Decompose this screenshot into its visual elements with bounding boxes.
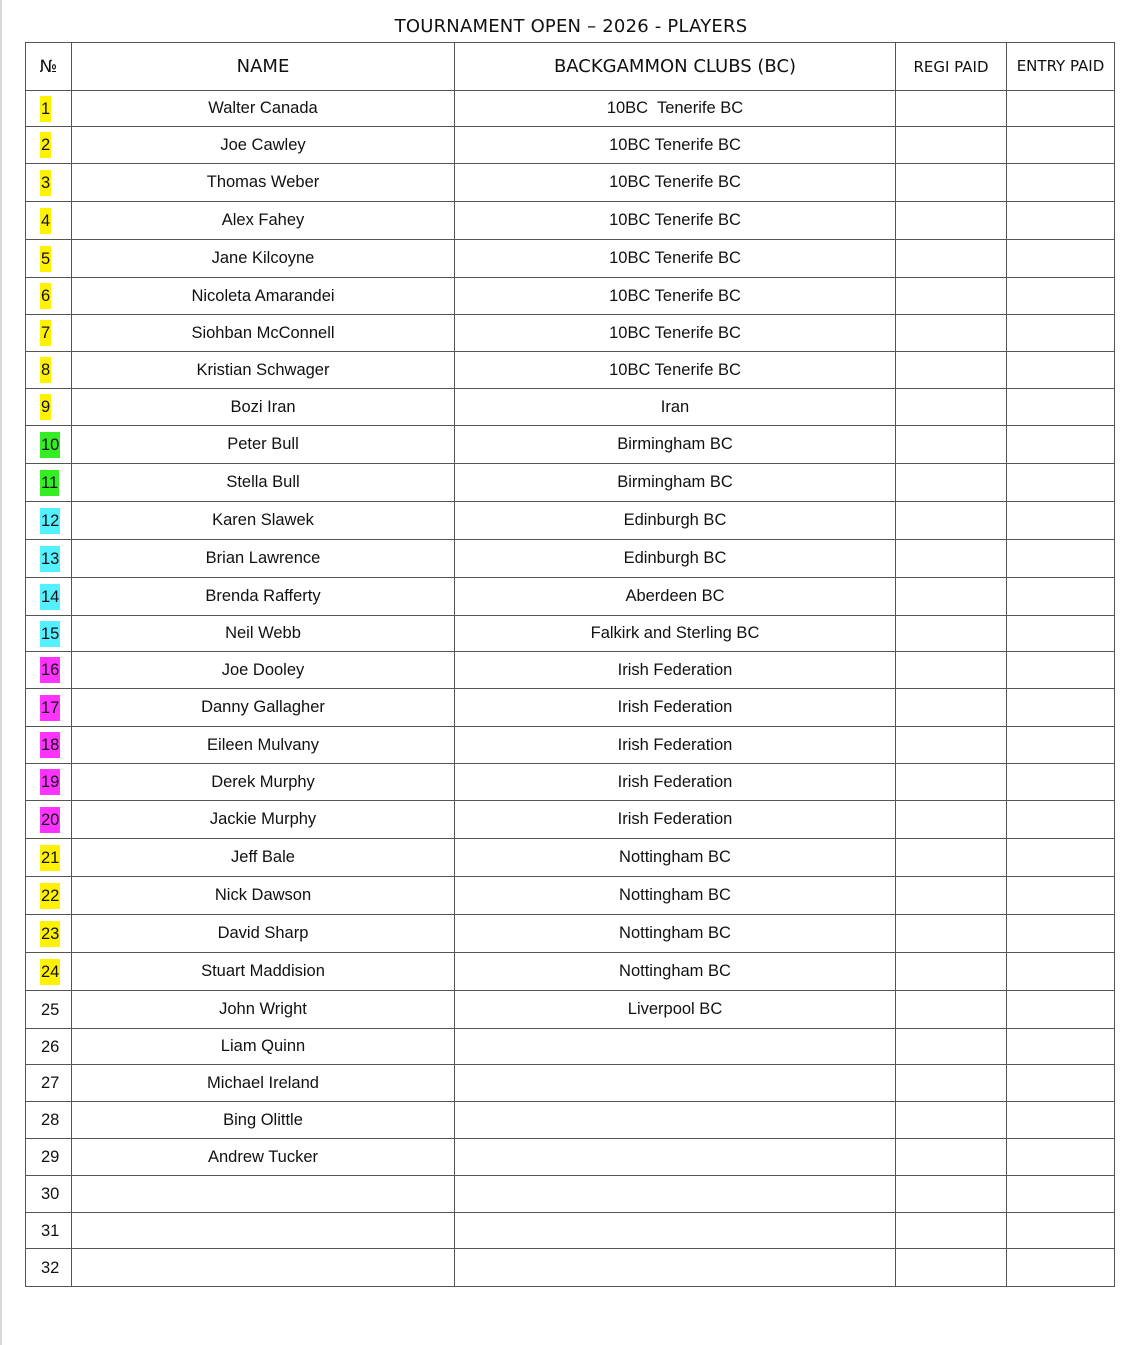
regi-paid-cell[interactable] [896, 877, 1007, 915]
table-row [26, 1249, 1115, 1287]
entry-paid-cell[interactable] [1007, 1029, 1115, 1065]
player-name: Thomas Weber [72, 164, 455, 202]
entry-paid-cell[interactable] [1007, 127, 1115, 164]
table-row [26, 540, 1115, 578]
player-name: Siohban McConnell [72, 315, 455, 352]
entry-paid-cell[interactable] [1007, 164, 1115, 202]
row-number: 3 [40, 170, 51, 196]
player-club: Irish Federation [455, 727, 896, 764]
player-name: Michael Ireland [72, 1065, 455, 1102]
regi-paid-cell[interactable] [896, 991, 1007, 1029]
player-name: Kristian Schwager [72, 352, 455, 389]
entry-paid-cell[interactable] [1007, 240, 1115, 278]
player-name: Alex Fahey [72, 202, 455, 240]
row-number-cell [26, 1176, 72, 1213]
row-number: 4 [40, 208, 51, 234]
row-number-cell [26, 315, 72, 352]
entry-paid-cell[interactable] [1007, 764, 1115, 801]
player-club: 10BC Tenerife BC [455, 352, 896, 389]
table-row [26, 801, 1115, 839]
table-row [26, 1213, 1115, 1249]
row-number-cell [26, 352, 72, 389]
row-number: 23 [40, 921, 60, 947]
player-club: Nottingham BC [455, 953, 896, 991]
row-number-cell [26, 801, 72, 839]
row-number: 17 [40, 695, 60, 721]
player-name: Karen Slawek [72, 502, 455, 540]
player-name: Neil Webb [72, 616, 455, 652]
row-number-cell [26, 502, 72, 540]
player-club: 10BC Tenerife BC [455, 91, 896, 127]
player-club: Iran [455, 389, 896, 426]
regi-paid-cell[interactable] [896, 202, 1007, 240]
table-row [26, 91, 1115, 127]
player-name: Brenda Rafferty [72, 578, 455, 616]
regi-paid-cell[interactable] [896, 616, 1007, 652]
entry-paid-cell[interactable] [1007, 1139, 1115, 1176]
regi-paid-cell[interactable] [896, 389, 1007, 426]
player-name [72, 1213, 455, 1249]
row-number: 24 [40, 959, 60, 985]
player-name: Eileen Mulvany [72, 727, 455, 764]
row-number-cell [26, 278, 72, 315]
row-number: 28 [41, 1111, 60, 1129]
entry-paid-cell[interactable] [1007, 502, 1115, 540]
row-number: 14 [40, 584, 60, 610]
player-club: 10BC Tenerife BC [455, 202, 896, 240]
row-number-cell [26, 240, 72, 278]
entry-paid-cell[interactable] [1007, 1176, 1115, 1213]
player-club [455, 1102, 896, 1139]
entry-paid-cell[interactable] [1007, 616, 1115, 652]
regi-paid-cell[interactable] [896, 1139, 1007, 1176]
player-club: 10BC Tenerife BC [455, 240, 896, 278]
page-edge [0, 0, 2, 1345]
entry-paid-cell[interactable] [1007, 315, 1115, 352]
regi-paid-cell[interactable] [896, 540, 1007, 578]
row-number-cell [26, 389, 72, 426]
regi-paid-cell[interactable] [896, 953, 1007, 991]
entry-paid-cell[interactable] [1007, 91, 1115, 127]
player-club [455, 1249, 896, 1287]
row-number-cell [26, 426, 72, 464]
regi-paid-cell[interactable] [896, 652, 1007, 689]
regi-paid-cell[interactable] [896, 91, 1007, 127]
player-club: Nottingham BC [455, 915, 896, 953]
regi-paid-cell[interactable] [896, 801, 1007, 839]
row-number: 18 [40, 732, 60, 758]
regi-paid-cell[interactable] [896, 1065, 1007, 1102]
table-row [26, 502, 1115, 540]
table-row [26, 202, 1115, 240]
player-club: 10BC Tenerife BC [455, 127, 896, 164]
row-number-cell [26, 727, 72, 764]
player-club [455, 1213, 896, 1249]
row-number-cell [26, 164, 72, 202]
player-name: Bozi Iran [72, 389, 455, 426]
table-row [26, 764, 1115, 801]
table-row [26, 164, 1115, 202]
row-number-cell [26, 839, 72, 877]
row-number-cell [26, 578, 72, 616]
table-row [26, 652, 1115, 689]
row-number-cell [26, 91, 72, 127]
player-club: Falkirk and Sterling BC [455, 616, 896, 652]
row-number-cell [26, 1029, 72, 1065]
row-number: 26 [41, 1037, 60, 1056]
entry-paid-cell[interactable] [1007, 389, 1115, 426]
table-row [26, 953, 1115, 991]
player-club: Nottingham BC [455, 877, 896, 915]
row-number-cell [26, 652, 72, 689]
player-name: Nicoleta Amarandei [72, 278, 455, 315]
player-club: Nottingham BC [455, 839, 896, 877]
page-title: TOURNAMENT OPEN – 2026 - PLAYERS [394, 16, 748, 37]
row-number: 25 [41, 1000, 60, 1019]
row-number: 2 [40, 132, 51, 158]
regi-paid-cell[interactable] [896, 727, 1007, 764]
row-number-cell [26, 915, 72, 953]
player-club: Aberdeen BC [455, 578, 896, 616]
player-name [72, 1176, 455, 1213]
entry-paid-cell[interactable] [1007, 727, 1115, 764]
regi-paid-cell[interactable] [896, 1213, 1007, 1249]
entry-paid-cell[interactable] [1007, 1213, 1115, 1249]
row-number: 20 [40, 807, 60, 833]
row-number: 19 [40, 769, 60, 795]
row-number: 27 [41, 1074, 60, 1092]
player-club: Irish Federation [455, 801, 896, 839]
table-row [26, 578, 1115, 616]
row-number-cell [26, 540, 72, 578]
table-row [26, 1102, 1115, 1139]
regi-paid-cell[interactable] [896, 1176, 1007, 1213]
table-row [26, 915, 1115, 953]
player-name: Bing Olittle [72, 1102, 455, 1139]
entry-paid-cell[interactable] [1007, 540, 1115, 578]
entry-paid-cell[interactable] [1007, 1249, 1115, 1287]
player-name: John Wright [72, 991, 455, 1029]
player-name: Peter Bull [72, 426, 455, 464]
player-club [455, 1176, 896, 1213]
table-row [26, 315, 1115, 352]
player-name: Danny Gallagher [72, 689, 455, 727]
row-number: 30 [41, 1185, 60, 1203]
regi-paid-cell[interactable] [896, 164, 1007, 202]
entry-paid-cell[interactable] [1007, 689, 1115, 727]
table-row [26, 426, 1115, 464]
table-row [26, 389, 1115, 426]
row-number: 29 [41, 1148, 60, 1166]
entry-paid-cell[interactable] [1007, 877, 1115, 915]
player-name: Walter Canada [72, 91, 455, 127]
table-row [26, 464, 1115, 502]
row-number: 21 [40, 845, 60, 871]
entry-paid-cell[interactable] [1007, 464, 1115, 502]
entry-paid-cell[interactable] [1007, 953, 1115, 991]
regi-paid-cell[interactable] [896, 578, 1007, 616]
row-number: 5 [40, 246, 51, 272]
row-number-cell [26, 127, 72, 164]
player-name: Joe Dooley [72, 652, 455, 689]
player-name: Liam Quinn [72, 1029, 455, 1065]
table-row [26, 1065, 1115, 1102]
entry-paid-cell[interactable] [1007, 426, 1115, 464]
player-name: Derek Murphy [72, 764, 455, 801]
row-number: 7 [40, 320, 51, 346]
table-row [26, 727, 1115, 764]
regi-paid-cell[interactable] [896, 352, 1007, 389]
table-row [26, 1176, 1115, 1213]
player-name: David Sharp [72, 915, 455, 953]
table-row [26, 689, 1115, 727]
entry-paid-cell[interactable] [1007, 652, 1115, 689]
player-name: Jackie Murphy [72, 801, 455, 839]
row-number: 12 [40, 508, 60, 534]
regi-paid-cell[interactable] [896, 240, 1007, 278]
player-name: Jeff Bale [72, 839, 455, 877]
row-number-cell [26, 953, 72, 991]
row-number-cell [26, 616, 72, 652]
player-club [455, 1139, 896, 1176]
regi-paid-cell[interactable] [896, 127, 1007, 164]
row-number: 31 [41, 1221, 60, 1240]
header-row [26, 43, 1115, 91]
table-row [26, 278, 1115, 315]
players-table [25, 42, 1115, 1287]
regi-paid-cell[interactable] [896, 764, 1007, 801]
row-number: 10 [40, 432, 60, 458]
regi-paid-cell[interactable] [896, 839, 1007, 877]
regi-paid-cell[interactable] [896, 1102, 1007, 1139]
table-row [26, 839, 1115, 877]
row-number-cell [26, 1102, 72, 1139]
player-club: Irish Federation [455, 689, 896, 727]
regi-paid-cell[interactable] [896, 502, 1007, 540]
player-club: Birmingham BC [455, 464, 896, 502]
table-row [26, 877, 1115, 915]
row-number: 8 [40, 357, 51, 383]
regi-paid-cell[interactable] [896, 689, 1007, 727]
row-number: 1 [40, 96, 51, 122]
row-number: 22 [40, 883, 60, 909]
row-number: 13 [40, 546, 60, 572]
regi-paid-cell[interactable] [896, 426, 1007, 464]
regi-paid-cell[interactable] [896, 464, 1007, 502]
row-number: 6 [40, 283, 51, 309]
row-number-cell [26, 689, 72, 727]
row-number: 32 [41, 1258, 60, 1277]
regi-paid-cell[interactable] [896, 315, 1007, 352]
player-club [455, 1065, 896, 1102]
regi-paid-cell[interactable] [896, 278, 1007, 315]
player-club [455, 1029, 896, 1065]
player-name: Andrew Tucker [72, 1139, 455, 1176]
row-number-cell [26, 991, 72, 1029]
player-name: Stella Bull [72, 464, 455, 502]
entry-paid-cell[interactable] [1007, 1065, 1115, 1102]
row-number-cell [26, 1139, 72, 1176]
player-name: Joe Cawley [72, 127, 455, 164]
table-row [26, 1139, 1115, 1176]
row-number-cell [26, 464, 72, 502]
player-club: Birmingham BC [455, 426, 896, 464]
row-number-cell [26, 877, 72, 915]
player-club: Edinburgh BC [455, 540, 896, 578]
row-number-cell [26, 1065, 72, 1102]
header-regi-paid: REGI PAID [896, 43, 1007, 91]
row-number-cell [26, 764, 72, 801]
regi-paid-cell[interactable] [896, 915, 1007, 953]
row-number: 16 [40, 657, 60, 683]
header-number: № [26, 43, 72, 91]
player-club: 10BC Tenerife BC [455, 278, 896, 315]
entry-paid-cell[interactable] [1007, 578, 1115, 616]
table-row [26, 1029, 1115, 1065]
table-row [26, 127, 1115, 164]
row-number-cell [26, 202, 72, 240]
entry-paid-cell[interactable] [1007, 991, 1115, 1029]
player-name [72, 1249, 455, 1287]
player-name: Nick Dawson [72, 877, 455, 915]
table-row [26, 991, 1115, 1029]
row-number-cell [26, 1213, 72, 1249]
player-name: Brian Lawrence [72, 540, 455, 578]
header-entry-paid: ENTRY PAID [1007, 43, 1115, 91]
player-club: Irish Federation [455, 652, 896, 689]
player-club: Edinburgh BC [455, 502, 896, 540]
entry-paid-cell[interactable] [1007, 352, 1115, 389]
header-club: BACKGAMMON CLUBS (BC) [455, 43, 896, 91]
row-number: 9 [40, 394, 51, 420]
entry-paid-cell[interactable] [1007, 202, 1115, 240]
player-club: 10BC Tenerife BC [455, 315, 896, 352]
entry-paid-cell[interactable] [1007, 278, 1115, 315]
header-name: NAME [72, 43, 455, 91]
table-row [26, 352, 1115, 389]
entry-paid-cell[interactable] [1007, 839, 1115, 877]
entry-paid-cell[interactable] [1007, 1102, 1115, 1139]
row-number-cell [26, 1249, 72, 1287]
entry-paid-cell[interactable] [1007, 801, 1115, 839]
row-number: 11 [40, 470, 59, 496]
table-row [26, 616, 1115, 652]
entry-paid-cell[interactable] [1007, 915, 1115, 953]
player-name: Stuart Maddision [72, 953, 455, 991]
table-row [26, 240, 1115, 278]
player-club: 10BC Tenerife BC [455, 164, 896, 202]
player-club: Irish Federation [455, 764, 896, 801]
row-number: 15 [40, 621, 60, 647]
regi-paid-cell[interactable] [896, 1029, 1007, 1065]
player-name: Jane Kilcoyne [72, 240, 455, 278]
regi-paid-cell[interactable] [896, 1249, 1007, 1287]
player-club: Liverpool BC [455, 991, 896, 1029]
